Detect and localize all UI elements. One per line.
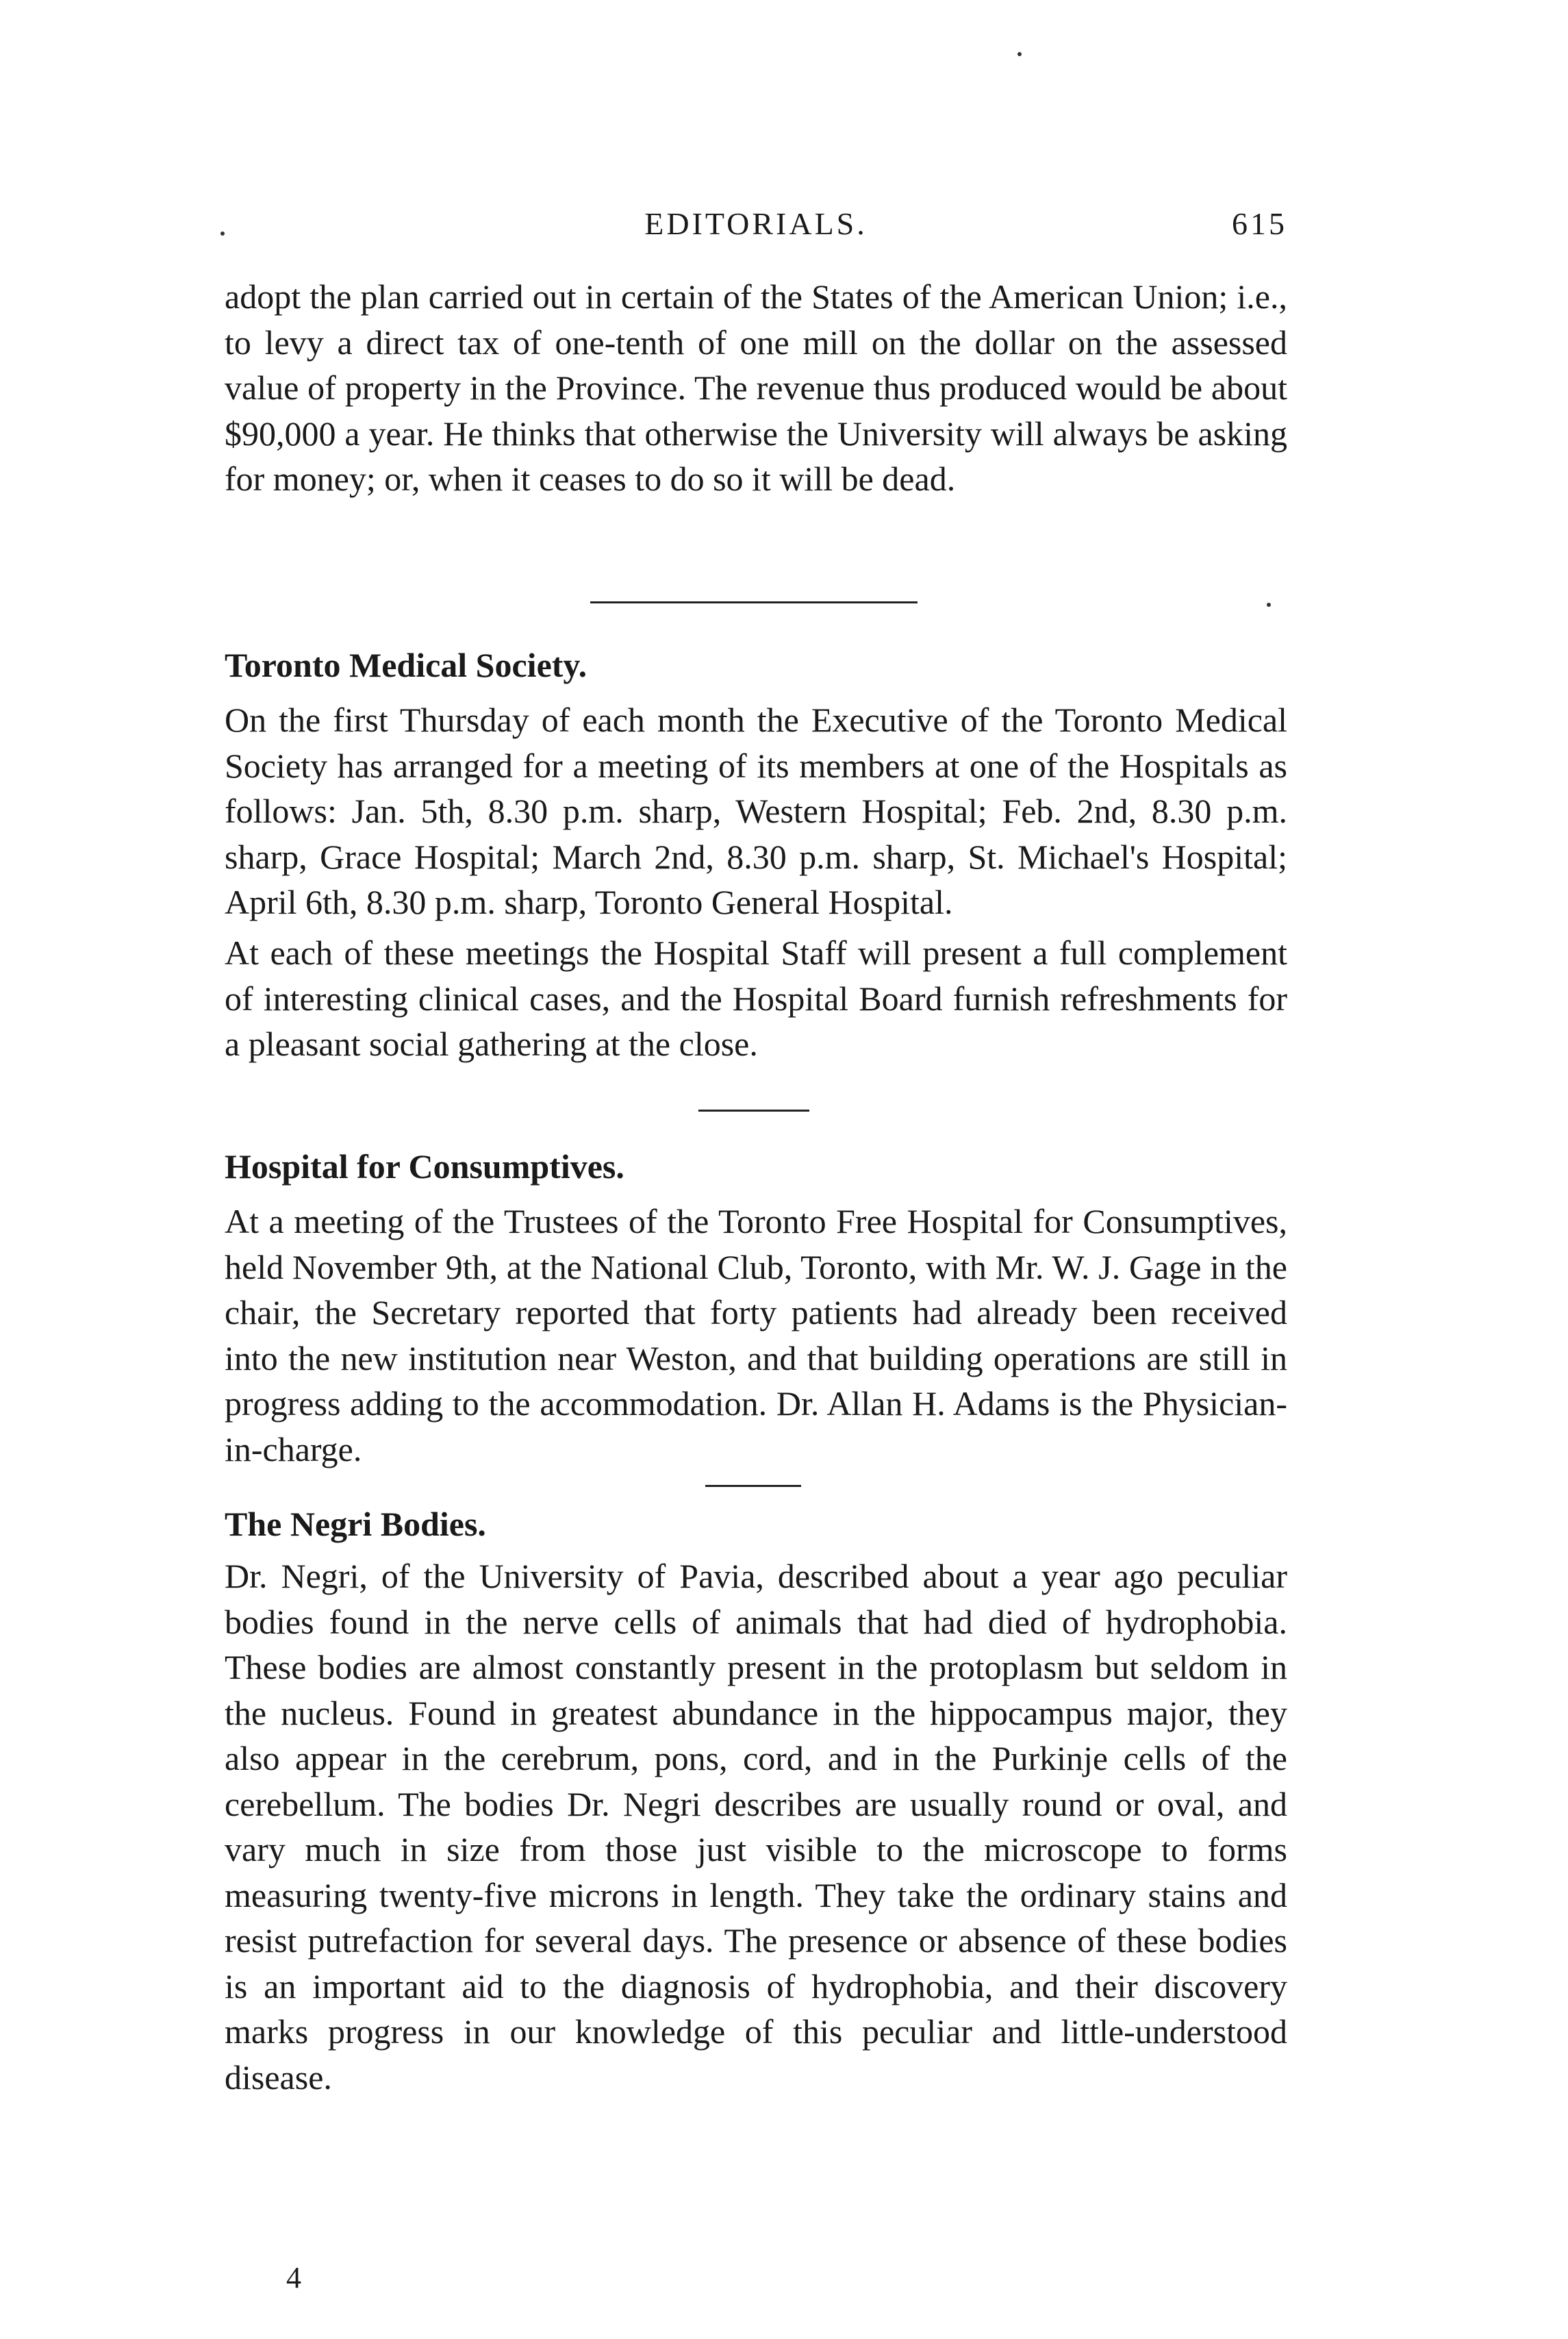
toronto-medical-paragraph-2: At each of these meetings the Hospital Staff will present a full complement of interesting clinical cases, and the Hospital Board furnish refreshments for a pleasant social gathering at the close.: [225, 934, 1287, 1063]
speck: [220, 232, 225, 236]
running-head-title: EDITORIALS.: [644, 206, 868, 241]
page-number: 615: [1232, 206, 1287, 241]
section-heading-consumptives: Hospital for Consumptives.: [225, 1147, 624, 1186]
speck: [1267, 603, 1271, 607]
section-divider: [705, 1485, 801, 1487]
section-heading-toronto-medical: Toronto Medical Society.: [225, 646, 587, 684]
speck: [1017, 52, 1022, 56]
section-divider: [698, 1110, 809, 1112]
toronto-medical-paragraph-1: On the first Thursday of each month the Executive of the Toronto Medical Society has arranged for a meeting of its members at one of the Hospitals as follows: Jan. 5th, 8.30 p.m. sharp, Western Hospital; Feb. 2nd, 8.30 p.m. sharp, Grace Hospital; March 2nd, 8.30 p.m. sharp, St. Michael's Hospital; April 6th, 8.30 p.m. sharp, Toronto General Hospital.: [225, 701, 1287, 921]
section-divider: [590, 601, 918, 603]
section-heading-negri: The Negri Bodies.: [225, 1505, 486, 1543]
negri-paragraph: Dr. Negri, of the University of Pavia, described about a year ago peculiar bodies found in the nerve cells of animals that had died of hydrophobia. These bodies are almost constantly present in the protoplasm but seldom in the nucleus. Found in greatest abundance in the hippocampus major, they also appear in the cerebrum, pons, cord, and in the Purkinje cells of the cerebellum. The bodies Dr. Negri describes are usually round or oval, and vary much in size from those just visible to the microscope to forms measuring twenty-five microns in length. They take the ordinary stains and resist putrefaction for several days. The presence or absence of these bodies is an important aid to the diagnosis of hydrophobia, and their discovery marks progress in our knowledge of this peculiar and little-understood disease.: [225, 1557, 1287, 2097]
signature-mark: 4: [286, 2261, 301, 2294]
intro-paragraph: adopt the plan carried out in certain of the States of the American Union; i.e., to levy a direct tax of one-tenth of one mill on the dollar on the assessed value of property in the Province. The revenue thus produced would be about $90,000 a year. He thinks that otherwise the University will always be asking for money; or, when it ceases to do so it will be dead.: [225, 277, 1287, 498]
consumptives-paragraph: At a meeting of the Trustees of the Toronto Free Hospital for Consumptives, held November 9th, at the National Club, Toronto, with Mr. W. J. Gage in the chair, the Secretary reported that forty patients had already been received into the new institution near Weston, and that building operations are still in progress adding to the accommodation. Dr. Allan H. Adams is the Physician-in-charge.: [225, 1202, 1287, 1468]
running-head: [225, 205, 1287, 247]
